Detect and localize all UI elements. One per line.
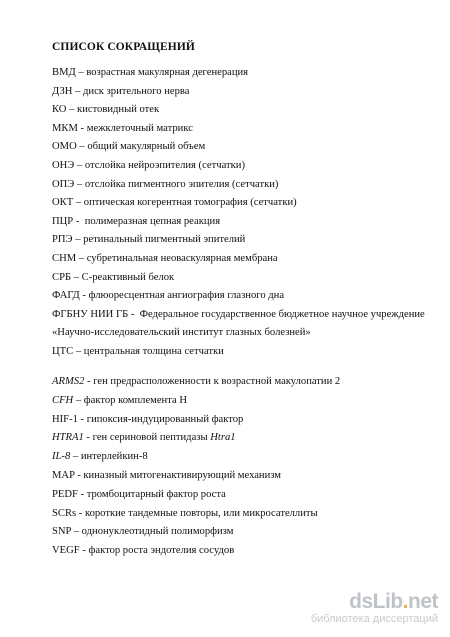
abbreviation-definition: гипоксия-индуцированный фактор bbox=[86, 413, 244, 425]
abbreviation-term: SCRs bbox=[52, 507, 77, 519]
abbreviation-separator: – bbox=[71, 526, 82, 538]
latin-abbreviation-entry bbox=[52, 523, 432, 542]
abbreviation-term: MAP bbox=[52, 469, 75, 481]
abbreviation-separator: – bbox=[70, 451, 81, 463]
abbreviation-term: SNP bbox=[52, 526, 72, 538]
abbreviation-separator: - bbox=[79, 290, 89, 302]
abbreviation-term: ARMS2 bbox=[52, 376, 85, 387]
abbreviation-definition: «Научно-исследовательский институт глазных болезней» bbox=[52, 327, 311, 339]
abbreviation-term: ОКТ bbox=[52, 197, 74, 209]
abbreviation-definition: межклеточный матрикс bbox=[86, 122, 193, 134]
abbreviation-definition: отслойка нейроэпителия (сетчатки) bbox=[84, 159, 245, 171]
latin-abbreviation-entry bbox=[52, 542, 432, 561]
abbreviation-separator: - bbox=[77, 413, 87, 425]
abbreviation-entry bbox=[52, 83, 432, 102]
abbreviation-definition: общий макулярный объем bbox=[87, 141, 206, 153]
abbreviation-entry bbox=[52, 306, 432, 325]
abbreviation-entry bbox=[52, 138, 432, 157]
abbreviation-entry bbox=[52, 194, 432, 213]
abbreviation-entry bbox=[52, 157, 432, 176]
abbreviation-term: ОМО bbox=[52, 141, 77, 153]
abbreviation-term: HTRA1 bbox=[52, 432, 84, 444]
abbreviation-term: ФАГД bbox=[52, 290, 80, 302]
abbreviation-definition: Федеральное государственное бюджетное научное учреждение bbox=[139, 308, 425, 320]
abbreviation-separator: - bbox=[83, 432, 93, 444]
latin-abbreviation-entry bbox=[52, 429, 432, 448]
abbreviation-term: КО bbox=[52, 104, 67, 116]
abbreviation-definition: отслойка пигментного эпителия (сетчатки) bbox=[84, 178, 279, 190]
abbreviation-entry bbox=[52, 250, 432, 269]
abbreviation-separator: – bbox=[72, 234, 84, 246]
abbreviation-separator: - bbox=[73, 215, 85, 227]
abbreviation-separator: - bbox=[128, 308, 140, 320]
abbreviation-term: VEGF bbox=[52, 545, 80, 557]
abbreviation-definition: С-реактивный белок bbox=[81, 271, 175, 283]
abbreviation-definition: полимеразная цепная реакция bbox=[84, 215, 221, 227]
abbreviation-term: ДЗН bbox=[52, 85, 73, 97]
abbreviation-separator: – bbox=[66, 104, 78, 116]
abbreviation-separator: – bbox=[73, 345, 84, 357]
abbreviation-definition: киназный митогенактивирующий механизм bbox=[83, 469, 282, 481]
abbreviation-entry bbox=[52, 120, 432, 139]
latin-abbreviation-entry bbox=[52, 373, 432, 392]
abbreviation-entry bbox=[52, 287, 432, 306]
abbreviation-term: PEDF bbox=[52, 488, 78, 500]
abbreviation-entry bbox=[52, 176, 432, 195]
watermark-logo-main: dsLib bbox=[349, 590, 403, 613]
latin-abbreviation-entry bbox=[52, 467, 432, 486]
abbreviation-entry bbox=[52, 324, 432, 343]
abbreviation-definition: центральная толщина сетчатки bbox=[83, 345, 224, 357]
abbreviation-definition: оптическая когерентная томография (сетчатки) bbox=[83, 197, 297, 209]
abbreviation-entry bbox=[52, 231, 432, 250]
abbreviation-separator: - bbox=[76, 507, 85, 519]
abbreviation-term: ПЦР bbox=[52, 215, 74, 227]
watermark-logo-dot: . bbox=[402, 590, 408, 613]
latin-abbreviation-entry bbox=[52, 392, 432, 411]
abbreviation-entry bbox=[52, 343, 432, 362]
abbreviation-separator: – bbox=[72, 85, 84, 97]
abbreviation-term: HIF-1 bbox=[52, 413, 78, 425]
abbreviation-definition: ретинальный пигментный эпителий bbox=[83, 234, 246, 246]
watermark-logo bbox=[288, 591, 438, 613]
latin-abbreviation-list bbox=[52, 373, 432, 561]
abbreviation-entry bbox=[52, 269, 432, 288]
latin-abbreviation-entry bbox=[52, 505, 432, 524]
abbreviation-separator: – bbox=[74, 178, 85, 190]
latin-abbreviation-entry bbox=[52, 448, 432, 467]
latin-abbreviation-entry bbox=[52, 486, 432, 505]
watermark-logo-tld: net bbox=[408, 590, 438, 613]
abbreviation-term: ОПЭ bbox=[52, 178, 75, 190]
abbreviation-term: ВМД bbox=[52, 67, 76, 78]
abbreviation-term: ФГБНУ НИИ ГБ bbox=[52, 308, 129, 320]
abbreviation-definition: возрастная макулярная дегенерация bbox=[86, 67, 249, 78]
abbreviation-term: МКМ bbox=[52, 122, 78, 134]
abbreviation-term: СНМ bbox=[52, 252, 77, 264]
abbreviation-definition: фактор комплемента Н bbox=[83, 394, 187, 406]
abbreviation-list bbox=[52, 64, 432, 362]
abbreviation-definition: интерлейкин-8 bbox=[80, 451, 148, 463]
abbreviation-term: СРБ bbox=[52, 271, 72, 283]
abbreviation-separator: – bbox=[71, 271, 82, 283]
abbreviation-separator: – bbox=[76, 252, 87, 264]
abbreviation-term: РПЭ bbox=[52, 234, 73, 246]
abbreviation-separator: - bbox=[84, 376, 94, 387]
abbreviation-definition: фактор роста эндотелия сосудов bbox=[88, 545, 235, 557]
watermark bbox=[288, 591, 438, 631]
abbreviation-entry bbox=[52, 213, 432, 232]
abbreviation-term: IL-8 bbox=[52, 451, 71, 463]
abbreviation-term: ОНЭ bbox=[52, 159, 75, 171]
abbreviation-definition: ген предрасположенности к возрастной макулопатии 2 bbox=[93, 376, 341, 387]
page-title: СПИСОК СОКРАЩЕНИЙ bbox=[52, 41, 195, 53]
abbreviation-definition: однонуклеотидный полиморфизм bbox=[81, 526, 234, 538]
abbreviation-separator: – bbox=[76, 141, 88, 153]
abbreviation-entry bbox=[52, 101, 432, 120]
abbreviation-definition: субретинальная неоваскулярная мембрана bbox=[86, 252, 278, 264]
abbreviation-separator: – bbox=[73, 394, 84, 406]
abbreviation-separator: – bbox=[73, 197, 84, 209]
abbreviation-separator: – bbox=[75, 67, 87, 78]
latin-abbreviation-entry bbox=[52, 411, 432, 430]
abbreviation-term: CFH bbox=[52, 394, 74, 406]
abbreviation-separator: - bbox=[77, 488, 87, 500]
watermark-subtitle: библиотека диссертаций bbox=[310, 613, 438, 625]
abbreviation-definition: ген сериновой пептидазы bbox=[92, 432, 211, 444]
abbreviation-separator: - bbox=[74, 469, 84, 481]
abbreviation-definition: флюоресцентная ангиография глазного дна bbox=[88, 290, 285, 302]
abbreviation-definition: диск зрительного нерва bbox=[83, 85, 190, 97]
abbreviation-separator: - bbox=[79, 545, 89, 557]
abbreviation-separator: - bbox=[77, 122, 87, 134]
abbreviation-definition: короткие тандемные повторы, или микросателлиты bbox=[84, 507, 318, 519]
abbreviation-definition-italic: Htra1 bbox=[210, 432, 236, 444]
abbreviation-entry bbox=[52, 64, 432, 83]
abbreviation-definition: тромбоцитарный фактор роста bbox=[86, 488, 226, 500]
abbreviation-definition: кистовидный отек bbox=[77, 104, 160, 116]
abbreviation-term: ЦТС bbox=[52, 345, 74, 357]
abbreviation-separator: – bbox=[74, 159, 85, 171]
